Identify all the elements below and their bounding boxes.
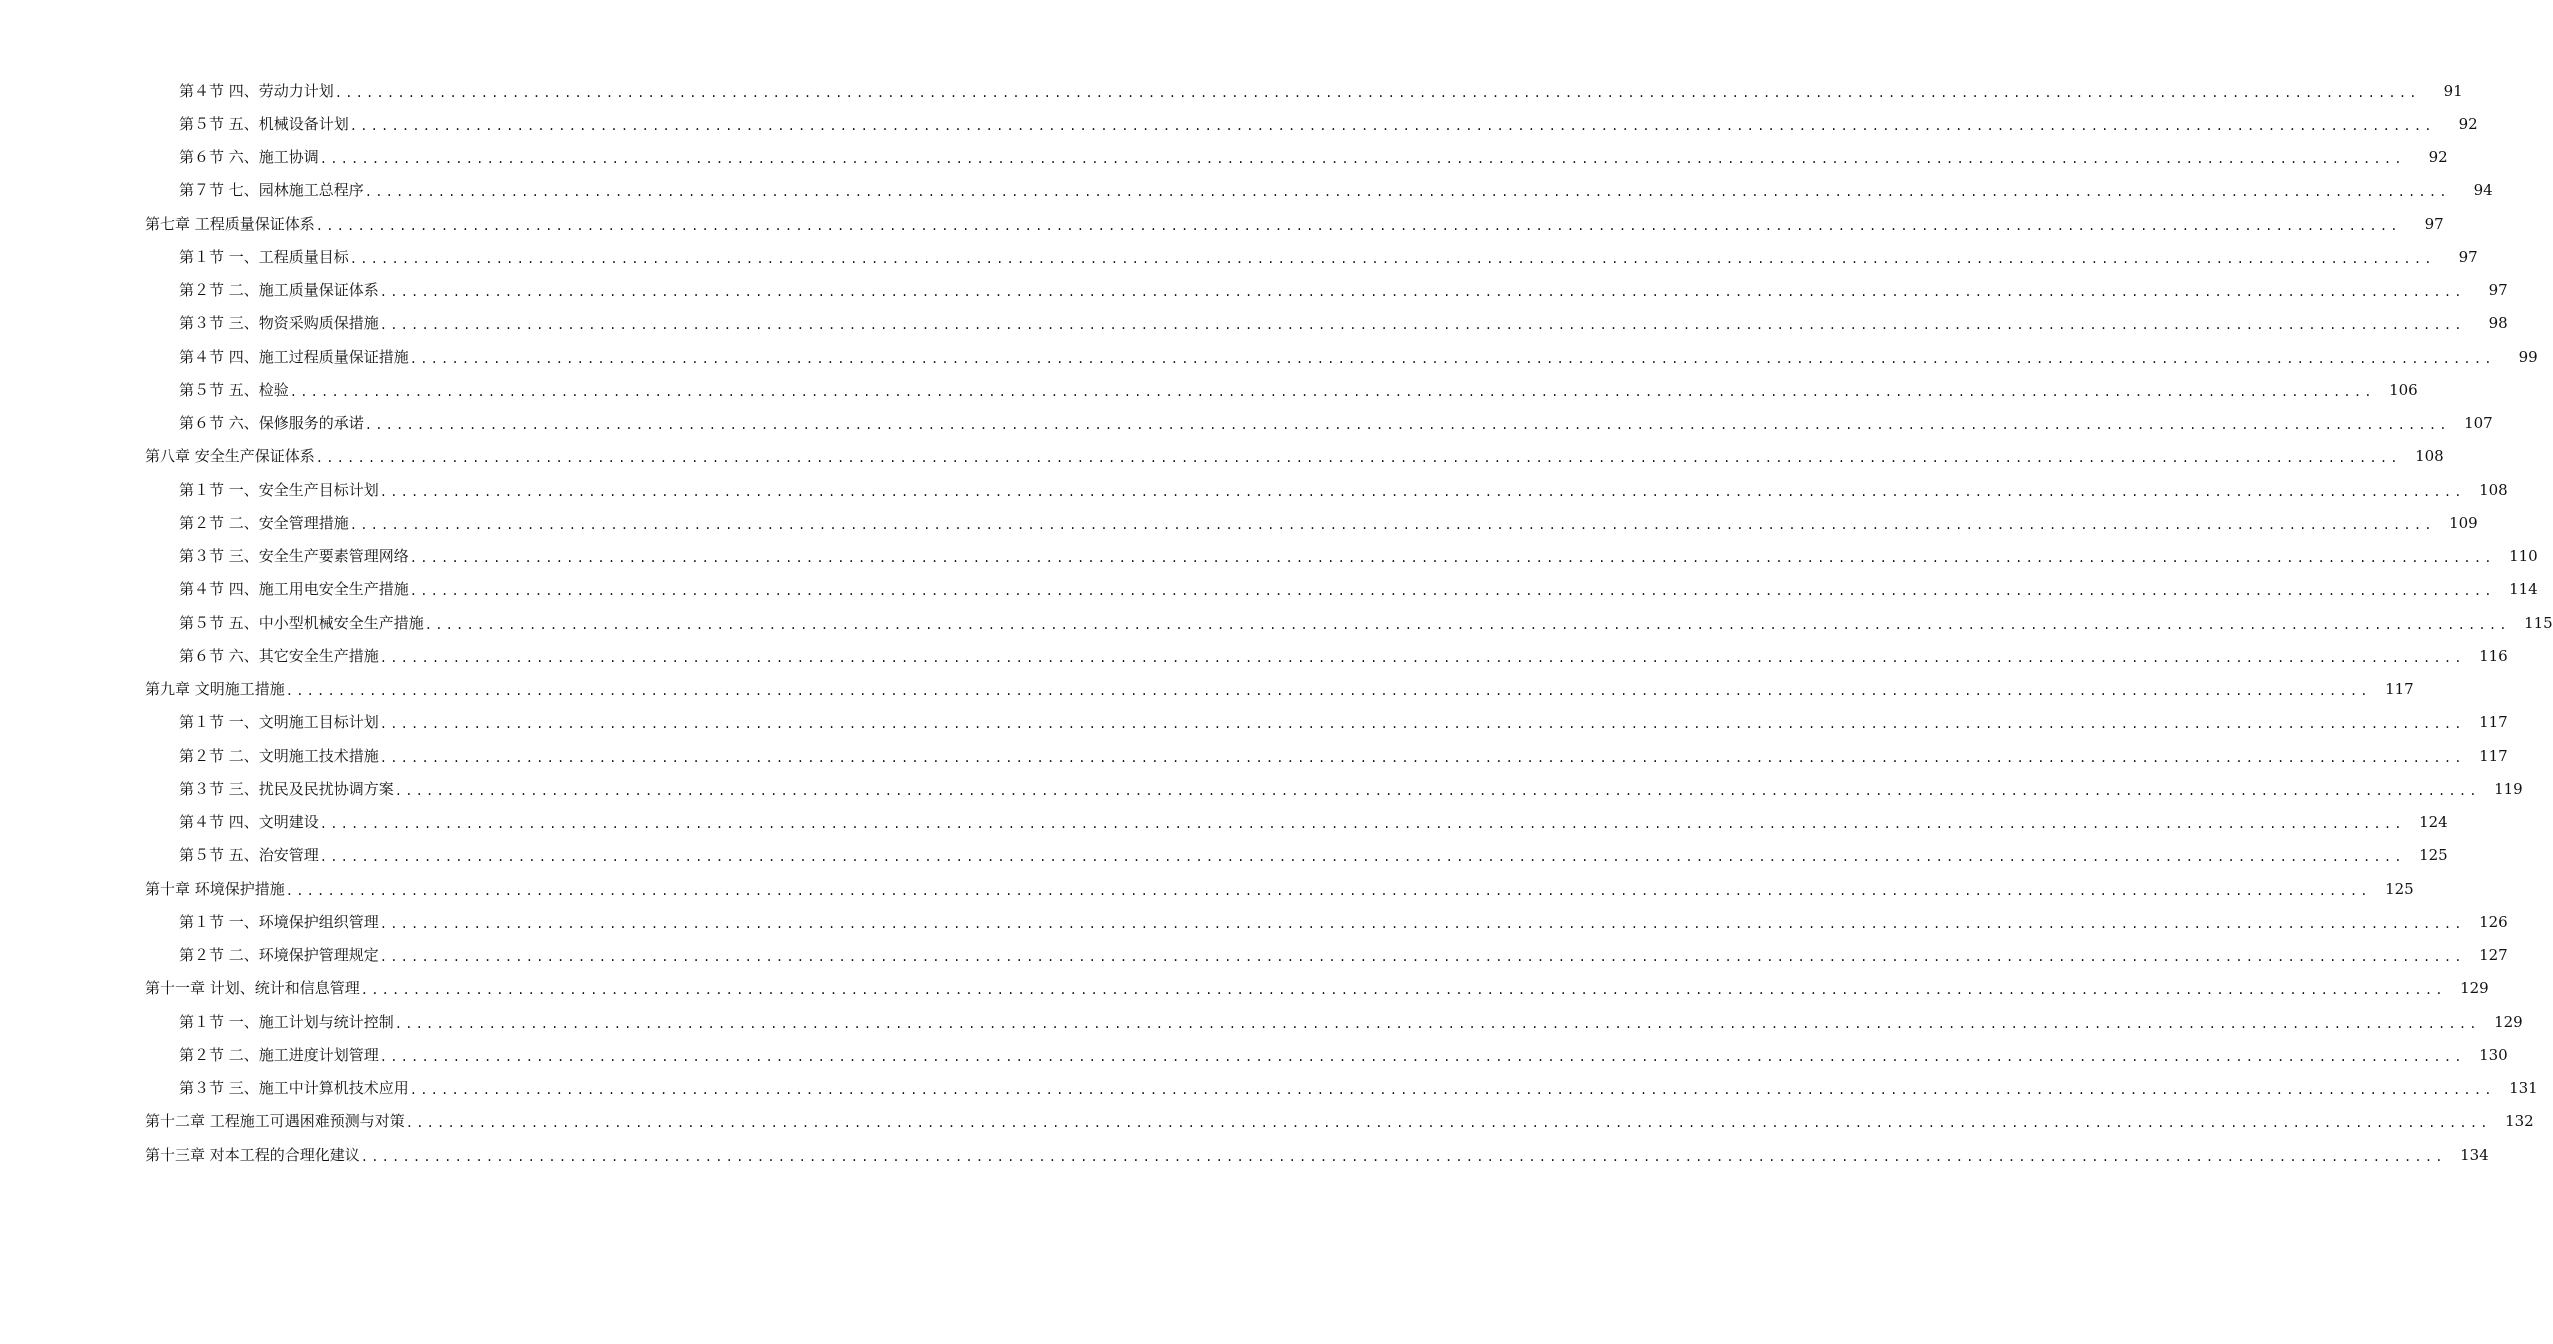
dot-leader: ........................................................................................................................................................................................................: [409, 584, 2495, 599]
toc-entry-page-number: 119: [2494, 779, 2523, 798]
toc-entry-title: 第２节 二、施工进度计划管理: [179, 1045, 379, 1064]
toc-entry-title: 第３节 三、施工中计算机技术应用: [179, 1079, 409, 1098]
dot-leader: ........................................................................................................................................................................................................: [349, 251, 2435, 266]
toc-entry-title: 第十二章 工程施工可遇困难预测与对策: [145, 1112, 405, 1131]
dot-leader: ........................................................................................................................................................................................................: [334, 85, 2420, 100]
toc-entry-page-number: 98: [2488, 314, 2508, 333]
toc-section-entry[interactable]: [0, 706, 2508, 739]
toc-entry-page-number: 92: [2458, 114, 2478, 133]
toc-entry-title: 第４节 四、施工过程质量保证措施: [179, 347, 409, 366]
dot-leader: ........................................................................................................................................................................................................: [285, 684, 2371, 699]
toc-entry-page-number: 131: [2509, 1079, 2538, 1098]
toc-entry-page-number: 114: [2509, 580, 2538, 599]
toc-chapter-entry[interactable]: [0, 1138, 2489, 1171]
toc-section-entry[interactable]: [0, 307, 2508, 340]
toc-entry-title: 第３节 三、物资采购质保措施: [179, 314, 379, 333]
dot-leader: ........................................................................................................................................................................................................: [349, 118, 2435, 133]
toc-chapter-entry[interactable]: [0, 972, 2489, 1005]
toc-entry-page-number: 107: [2464, 414, 2493, 433]
dot-leader: ........................................................................................................................................................................................................: [364, 418, 2450, 433]
toc-section-entry[interactable]: [0, 905, 2508, 938]
dot-leader: ........................................................................................................................................................................................................: [379, 318, 2465, 333]
toc-section-entry[interactable]: [0, 506, 2478, 539]
dot-leader: ........................................................................................................................................................................................................: [379, 1049, 2465, 1064]
toc-entry-page-number: 97: [2424, 214, 2444, 233]
toc-entry-page-number: 99: [2518, 347, 2538, 366]
toc-entry-title: 第５节 五、治安管理: [179, 846, 319, 865]
table-of-contents: [0, 74, 2553, 1171]
toc-section-entry[interactable]: [0, 107, 2478, 140]
toc-entry-title: 第６节 六、施工协调: [179, 148, 319, 167]
dot-leader: ........................................................................................................................................................................................................: [319, 817, 2405, 832]
dot-leader: ........................................................................................................................................................................................................: [360, 983, 2446, 998]
dot-leader: ........................................................................................................................................................................................................: [360, 1149, 2446, 1164]
dot-leader: ........................................................................................................................................................................................................: [285, 883, 2371, 898]
toc-entry-page-number: 108: [2479, 480, 2508, 499]
toc-section-entry[interactable]: [0, 274, 2508, 307]
toc-entry-title: 第４节 四、劳动力计划: [179, 81, 334, 100]
dot-leader: ........................................................................................................................................................................................................: [405, 1116, 2491, 1131]
dot-leader: ........................................................................................................................................................................................................: [379, 285, 2465, 300]
dot-leader: ........................................................................................................................................................................................................: [424, 617, 2510, 632]
toc-section-entry[interactable]: [0, 540, 2538, 573]
toc-entry-title: 第十一章 计划、统计和信息管理: [145, 979, 360, 998]
toc-entry-page-number: 132: [2505, 1112, 2534, 1131]
toc-entry-page-number: 106: [2389, 380, 2418, 399]
toc-entry-title: 第７节 七、园林施工总程序: [179, 181, 364, 200]
toc-entry-page-number: 115: [2524, 613, 2553, 632]
toc-entry-title: 第３节 三、安全生产要素管理网络: [179, 547, 409, 566]
toc-entry-title: 第４节 四、文明建设: [179, 813, 319, 832]
toc-entry-page-number: 117: [2479, 713, 2508, 732]
toc-section-entry[interactable]: [0, 573, 2538, 606]
toc-entry-page-number: 124: [2419, 813, 2448, 832]
toc-section-entry[interactable]: [0, 174, 2493, 207]
toc-entry-title: 第５节 五、机械设备计划: [179, 114, 349, 133]
dot-leader: ........................................................................................................................................................................................................: [394, 783, 2480, 798]
toc-section-entry[interactable]: [0, 1005, 2523, 1038]
toc-entry-title: 第４节 四、施工用电安全生产措施: [179, 580, 409, 599]
dot-leader: ........................................................................................................................................................................................................: [394, 1016, 2480, 1031]
dot-leader: ........................................................................................................................................................................................................: [315, 451, 2401, 466]
dot-leader: ........................................................................................................................................................................................................: [349, 517, 2435, 532]
toc-entry-page-number: 125: [2419, 846, 2448, 865]
toc-entry-title: 第１节 一、安全生产目标计划: [179, 480, 379, 499]
toc-entry-page-number: 130: [2479, 1045, 2508, 1064]
toc-section-entry[interactable]: [0, 373, 2418, 406]
toc-section-entry[interactable]: [0, 407, 2493, 440]
dot-leader: ........................................................................................................................................................................................................: [319, 152, 2405, 167]
toc-section-entry[interactable]: [0, 939, 2508, 972]
dot-leader: ........................................................................................................................................................................................................: [379, 484, 2465, 499]
toc-entry-title: 第２节 二、文明施工技术措施: [179, 746, 379, 765]
dot-leader: ........................................................................................................................................................................................................: [379, 950, 2465, 965]
toc-entry-title: 第６节 六、其它安全生产措施: [179, 646, 379, 665]
toc-entry-page-number: 91: [2443, 81, 2463, 100]
toc-entry-title: 第５节 五、检验: [179, 380, 289, 399]
dot-leader: ........................................................................................................................................................................................................: [315, 218, 2401, 233]
toc-entry-page-number: 92: [2428, 148, 2448, 167]
toc-section-entry[interactable]: [0, 240, 2478, 273]
toc-chapter-entry[interactable]: [0, 207, 2444, 240]
toc-entry-title: 第２节 二、环境保护管理规定: [179, 946, 379, 965]
dot-leader: ........................................................................................................................................................................................................: [379, 916, 2465, 931]
toc-entry-page-number: 125: [2385, 879, 2414, 898]
toc-entry-page-number: 97: [2488, 281, 2508, 300]
toc-section-entry[interactable]: [0, 839, 2448, 872]
toc-section-entry[interactable]: [0, 141, 2448, 174]
toc-section-entry[interactable]: [0, 340, 2538, 373]
toc-entry-title: 第１节 一、环境保护组织管理: [179, 912, 379, 931]
toc-entry-title: 第２节 二、施工质量保证体系: [179, 281, 379, 300]
toc-entry-title: 第１节 一、文明施工目标计划: [179, 713, 379, 732]
toc-entry-page-number: 110: [2509, 547, 2538, 566]
toc-entry-title: 第十章 环境保护措施: [145, 879, 285, 898]
toc-section-entry[interactable]: [0, 739, 2508, 772]
toc-entry-title: 第６节 六、保修服务的承诺: [179, 414, 364, 433]
toc-entry-page-number: 109: [2449, 513, 2478, 532]
dot-leader: ........................................................................................................................................................................................................: [409, 351, 2495, 366]
dot-leader: ........................................................................................................................................................................................................: [379, 750, 2465, 765]
toc-section-entry[interactable]: [0, 473, 2508, 506]
toc-section-entry[interactable]: [0, 74, 2463, 107]
toc-entry-page-number: 94: [2473, 181, 2493, 200]
toc-entry-page-number: 117: [2385, 680, 2414, 699]
toc-entry-title: 第七章 工程质量保证体系: [145, 214, 315, 233]
dot-leader: ........................................................................................................................................................................................................: [364, 185, 2450, 200]
toc-entry-page-number: 117: [2479, 746, 2508, 765]
toc-entry-title: 第２节 二、安全管理措施: [179, 513, 349, 532]
toc-entry-page-number: 129: [2460, 979, 2489, 998]
toc-section-entry[interactable]: [0, 1038, 2508, 1071]
toc-entry-page-number: 97: [2458, 247, 2478, 266]
dot-leader: ........................................................................................................................................................................................................: [319, 850, 2405, 865]
dot-leader: ........................................................................................................................................................................................................: [289, 384, 2375, 399]
toc-entry-title: 第５节 五、中小型机械安全生产措施: [179, 613, 424, 632]
toc-entry-title: 第１节 一、工程质量目标: [179, 247, 349, 266]
toc-section-entry[interactable]: [0, 639, 2508, 672]
toc-chapter-entry[interactable]: [0, 872, 2414, 905]
dot-leader: ........................................................................................................................................................................................................: [379, 717, 2465, 732]
toc-entry-page-number: 134: [2460, 1145, 2489, 1164]
toc-entry-title: 第１节 一、施工计划与统计控制: [179, 1012, 394, 1031]
toc-entry-title: 第十三章 对本工程的合理化建议: [145, 1145, 360, 1164]
toc-entry-page-number: 127: [2479, 946, 2508, 965]
toc-entry-page-number: 126: [2479, 912, 2508, 931]
dot-leader: ........................................................................................................................................................................................................: [379, 650, 2465, 665]
toc-section-entry[interactable]: [0, 806, 2448, 839]
toc-entry-title: 第３节 三、扰民及民扰协调方案: [179, 779, 394, 798]
toc-entry-title: 第九章 文明施工措施: [145, 680, 285, 699]
toc-entry-page-number: 108: [2415, 447, 2444, 466]
toc-chapter-entry[interactable]: [0, 673, 2414, 706]
toc-section-entry[interactable]: [0, 606, 2553, 639]
toc-entry-page-number: 129: [2494, 1012, 2523, 1031]
dot-leader: ........................................................................................................................................................................................................: [409, 1083, 2495, 1098]
toc-section-entry[interactable]: [0, 772, 2523, 805]
dot-leader: ........................................................................................................................................................................................................: [409, 551, 2495, 566]
toc-entry-title: 第八章 安全生产保证体系: [145, 447, 315, 466]
toc-section-entry[interactable]: [0, 1072, 2538, 1105]
toc-chapter-entry[interactable]: [0, 440, 2444, 473]
toc-chapter-entry[interactable]: [0, 1105, 2534, 1138]
toc-entry-page-number: 116: [2479, 646, 2508, 665]
